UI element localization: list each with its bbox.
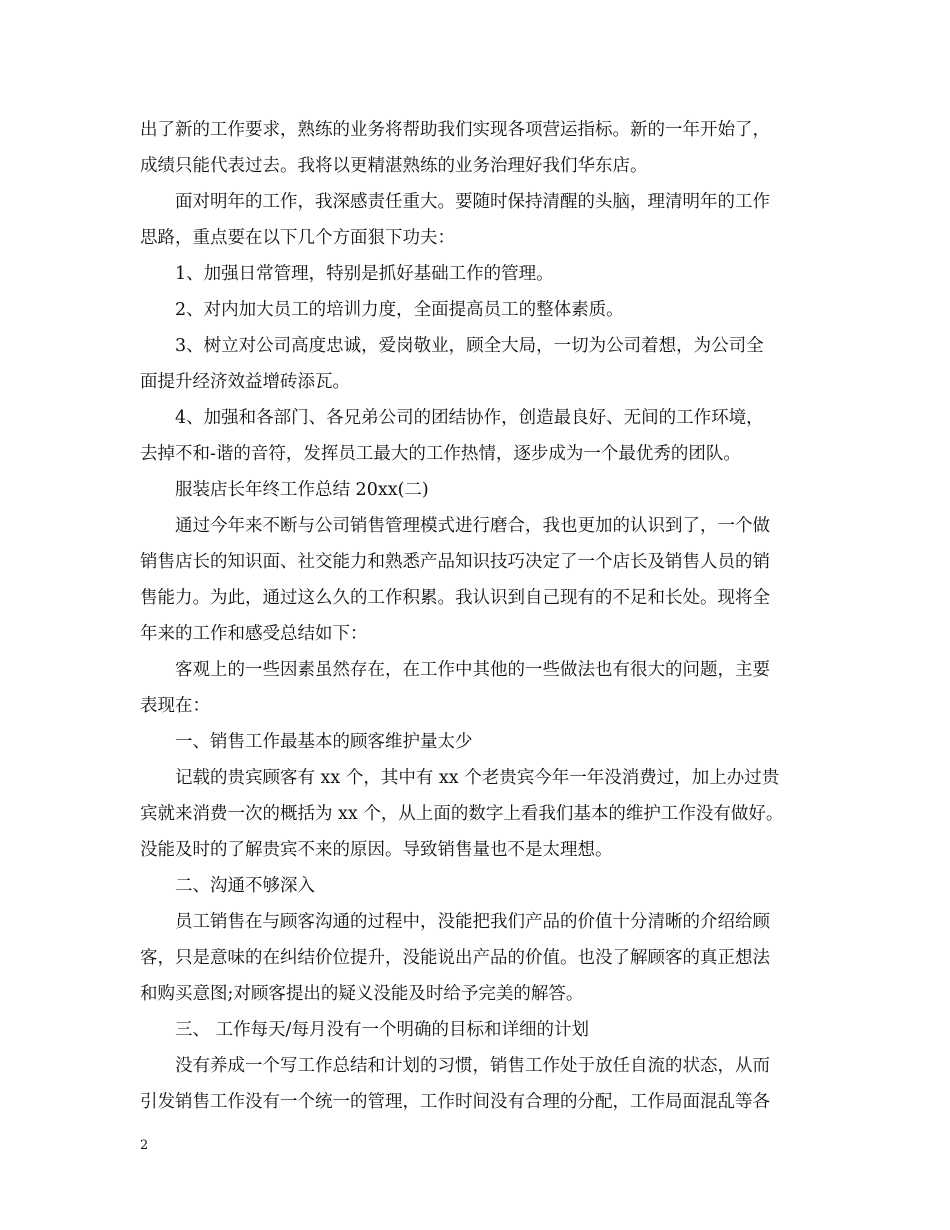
text-line: 没能及时的了解贵宾不来的原因。导致销售量也不是太理想。 xyxy=(140,840,613,860)
document-body xyxy=(140,112,820,1120)
text-line: 服装店长年终工作总结 20xx(二) xyxy=(175,480,429,500)
text-line: 思路，重点要在以下几个方面狠下功夫： xyxy=(140,228,455,248)
text-line: 客，只是意味的在纠结价位提升，没能说出产品的价值。也没了解顾客的真正想法 xyxy=(140,948,770,968)
text-line: 没有养成一个写工作总结和计划的习惯，销售工作处于放任自流的状态，从而 xyxy=(175,1056,770,1076)
page-number: 2 xyxy=(140,1138,149,1153)
text-line: 面对明年的工作，我深感责任重大。要随时保持清醒的头脑，理清明年的工作 xyxy=(175,192,770,212)
text-line: 宾就来消费一次的概括为 xx 个，从上面的数字上看我们基本的维护工作没有做好。 xyxy=(140,804,784,824)
text-line: 记载的贵宾顾客有 xx 个，其中有 xx 个老贵宾今年一年没消费过，加上办过贵 xyxy=(175,768,780,788)
text-line: 和购买意图;对顾客提出的疑义没能及时给予完美的解答。 xyxy=(140,984,584,1004)
text-line: 面提升经济效益增砖添瓦。 xyxy=(140,372,350,392)
text-line: 年来的工作和感受总结如下： xyxy=(140,624,368,644)
text-line: 客观上的一些因素虽然存在，在工作中其他的一些做法也有很大的问题，主要 xyxy=(175,660,770,680)
text-line: 销售店长的知识面、社交能力和熟悉产品知识技巧决定了一个店长及销售人员的销 xyxy=(140,552,770,572)
text-line: 出了新的工作要求，熟练的业务将帮助我们实现各项营运指标。新的一年开始了， xyxy=(140,120,770,140)
text-line: 成绩只能代表过去。我将以更精湛熟练的业务治理好我们华东店。 xyxy=(140,156,648,176)
text-line: 1、加强日常管理，特别是抓好基础工作的管理。 xyxy=(175,264,554,284)
text-line: 二、沟通不够深入 xyxy=(175,876,315,896)
text-line: 引发销售工作没有一个统一的管理，工作时间没有合理的分配，工作局面混乱等各 xyxy=(140,1092,770,1112)
text-line: 去掉不和-谐的音符，发挥员工最大的工作热情，逐步成为一个最优秀的团队。 xyxy=(140,444,741,464)
text-line: 售能力。为此，通过这么久的工作积累。我认识到自己现有的不足和长处。现将全 xyxy=(140,588,770,608)
text-line: 4、加强和各部门、各兄弟公司的团结协作，创造最良好、无间的工作环境， xyxy=(175,408,764,428)
text-line: 3、树立对公司高度忠诚，爱岗敬业，顾全大局，一切为公司着想，为公司全 xyxy=(175,336,764,356)
text-line: 表现在： xyxy=(140,696,210,716)
text-line: 员工销售在与顾客沟通的过程中，没能把我们产品的价值十分清晰的介绍给顾 xyxy=(175,912,770,932)
text-line: 通过今年来不断与公司销售管理模式进行磨合，我也更加的认识到了，一个做 xyxy=(175,516,770,536)
text-line: 三、 工作每天/每月没有一个明确的目标和详细的计划 xyxy=(175,1020,589,1040)
text-line: 2、对内加大员工的培训力度，全面提高员工的整体素质。 xyxy=(175,300,624,320)
text-line: 一、销售工作最基本的顾客维护量太少 xyxy=(175,732,473,752)
